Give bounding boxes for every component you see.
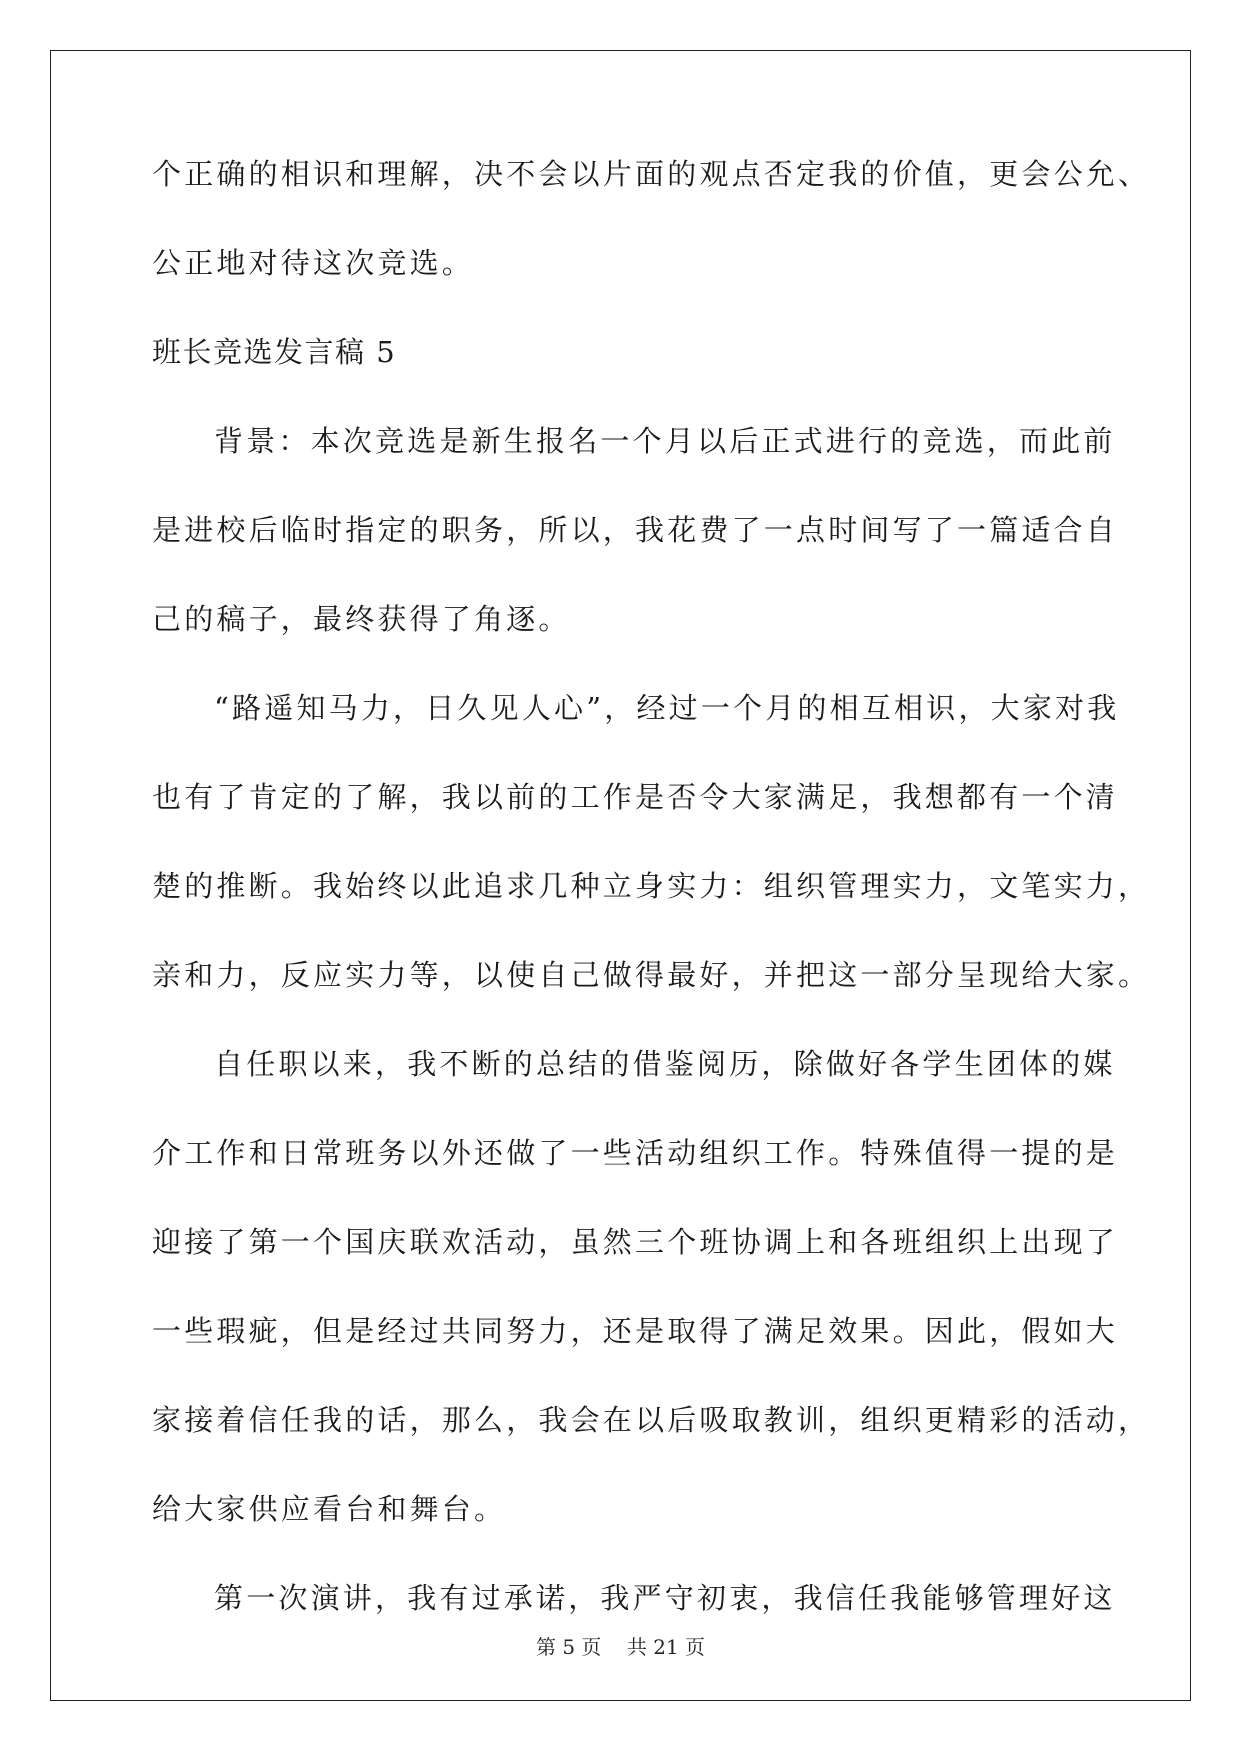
page-footer	[0, 1631, 1241, 1660]
text-line: 介工作和日常班务以外还做了一些活动组织工作。特殊值得一提的是	[152, 1136, 1119, 1170]
text-line: 是进校后临时指定的职务，所以，我花费了一点时间写了一篇适合自	[152, 513, 1119, 547]
text-line: 亲和力，反应实力等，以使自己做得最好，并把这一部分呈现给大家。	[152, 958, 1151, 992]
text-line: “路遥知马力，日久见人心”，经过一个月的相互相识，大家对我	[214, 691, 1120, 725]
text-line: 自任职以来，我不断的总结的借鉴阅历，除做好各学生团体的媒	[214, 1047, 1116, 1081]
text-line: 家接着信任我的话，那么，我会在以后吸取教训，组织更精彩的活动，	[152, 1403, 1151, 1437]
section-heading: 班长竞选发言稿 5	[152, 335, 397, 369]
text-line: 一些瑕疵，但是经过共同努力，还是取得了满足效果。因此，假如大	[152, 1314, 1119, 1348]
text-line: 给大家供应看台和舞台。	[152, 1492, 507, 1526]
text-line: 第一次演讲，我有过承诺，我严守初衷，我信任我能够管理好这	[214, 1581, 1116, 1615]
page-number: 第 5 页	[535, 1635, 602, 1659]
text-line: 背景：本次竞选是新生报名一个月以后正式进行的竞选，而此前	[214, 424, 1116, 458]
text-line: 也有了肯定的了解，我以前的工作是否令大家满足，我想都有一个清	[152, 780, 1119, 814]
text-line: 个正确的相识和理解，决不会以片面的观点否定我的价值，更会公允、	[152, 157, 1151, 191]
document-body	[152, 157, 1151, 1671]
text-line: 公正地对待这次竞选。	[152, 246, 475, 280]
text-line: 楚的推断。我始终以此追求几种立身实力：组织管理实力，文笔实力，	[152, 869, 1151, 903]
text-line: 迎接了第一个国庆联欢活动，虽然三个班协调上和各班组织上出现了	[152, 1225, 1119, 1259]
text-line: 己的稿子，最终获得了角逐。	[152, 602, 571, 636]
page-total: 共 21 页	[626, 1635, 706, 1659]
